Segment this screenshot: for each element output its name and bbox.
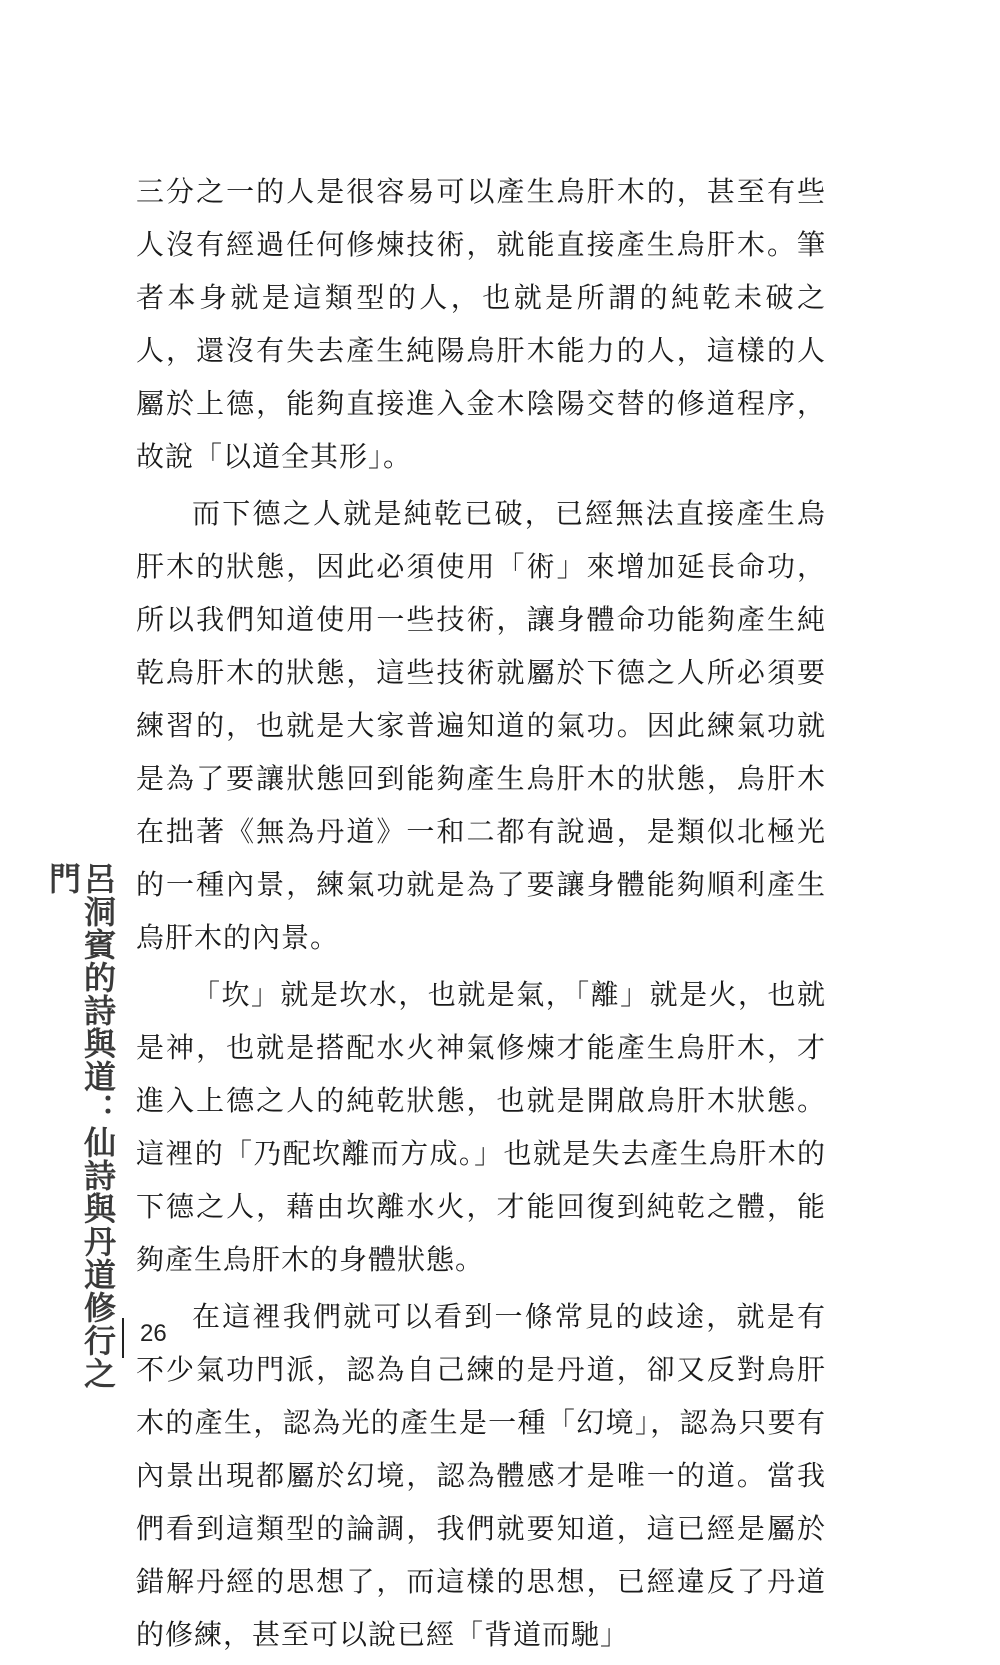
body-text (136, 165, 826, 1665)
paragraph-3: 「坎」就是坎水，也就是氣，「離」就是火，也就是神，也就是搭配水火神氣修煉才能產生烏肝木，才進入上德之人的純乾狀態，也就是開啟烏肝木狀態。這裡的「乃配坎離而方成。」也就是失去產生烏肝木的下德之人，藉由坎離水火，才能回復到純乾之體，能夠產生烏肝木的身體狀態。 (136, 978, 826, 1276)
paragraph-1: 三分之一的人是很容易可以產生烏肝木的，甚至有些人沒有經過任何修煉技術，就能直接產生烏肝木。筆者本身就是這類型的人，也就是所謂的純乾未破之人，還沒有失去產生純陽烏肝木能力的人，這樣的人屬於上德，能夠直接進入金木陰陽交替的修道程序，故說「以道全其形」。 (136, 175, 826, 473)
paragraph-2: 而下德之人就是純乾已破，已經無法直接產生烏肝木的狀態，因此必須使用「術」來增加延長命功，所以我們知道使用一些技術，讓身體命功能夠產生純乾烏肝木的狀態，這些技術就屬於下德之人所必須要練習的，也就是大家普遍知道的氣功。因此練氣功就是為了要讓狀態回到能夠產生烏肝木的狀態，烏肝木在拙著《無為丹道》一和二都有說過，是類似北極光的一種內景，練氣功就是為了要讓身體能夠順利產生烏肝木的內景。 (136, 497, 826, 954)
running-title: 呂洞賓的詩與道：仙詩與丹道修行之門 (44, 862, 117, 1390)
page-number: 26 (140, 1320, 167, 1347)
paragraph-4: 在這裡我們就可以看到一條常見的歧途，就是有不少氣功門派，認為自己練的是丹道，卻又反對烏肝木的產生，認為光的產生是一種「幻境」，認為只要有內景出現都屬於幻境，認為體感才是唯一的道。當我們看到這類型的論調，我們就要知道，這已經是屬於錯解丹經的思想了，而這樣的思想，已經違反了丹道的修練，甚至可以說已經「背道而馳」 (136, 1300, 826, 1651)
page-number-divider (122, 1318, 124, 1358)
